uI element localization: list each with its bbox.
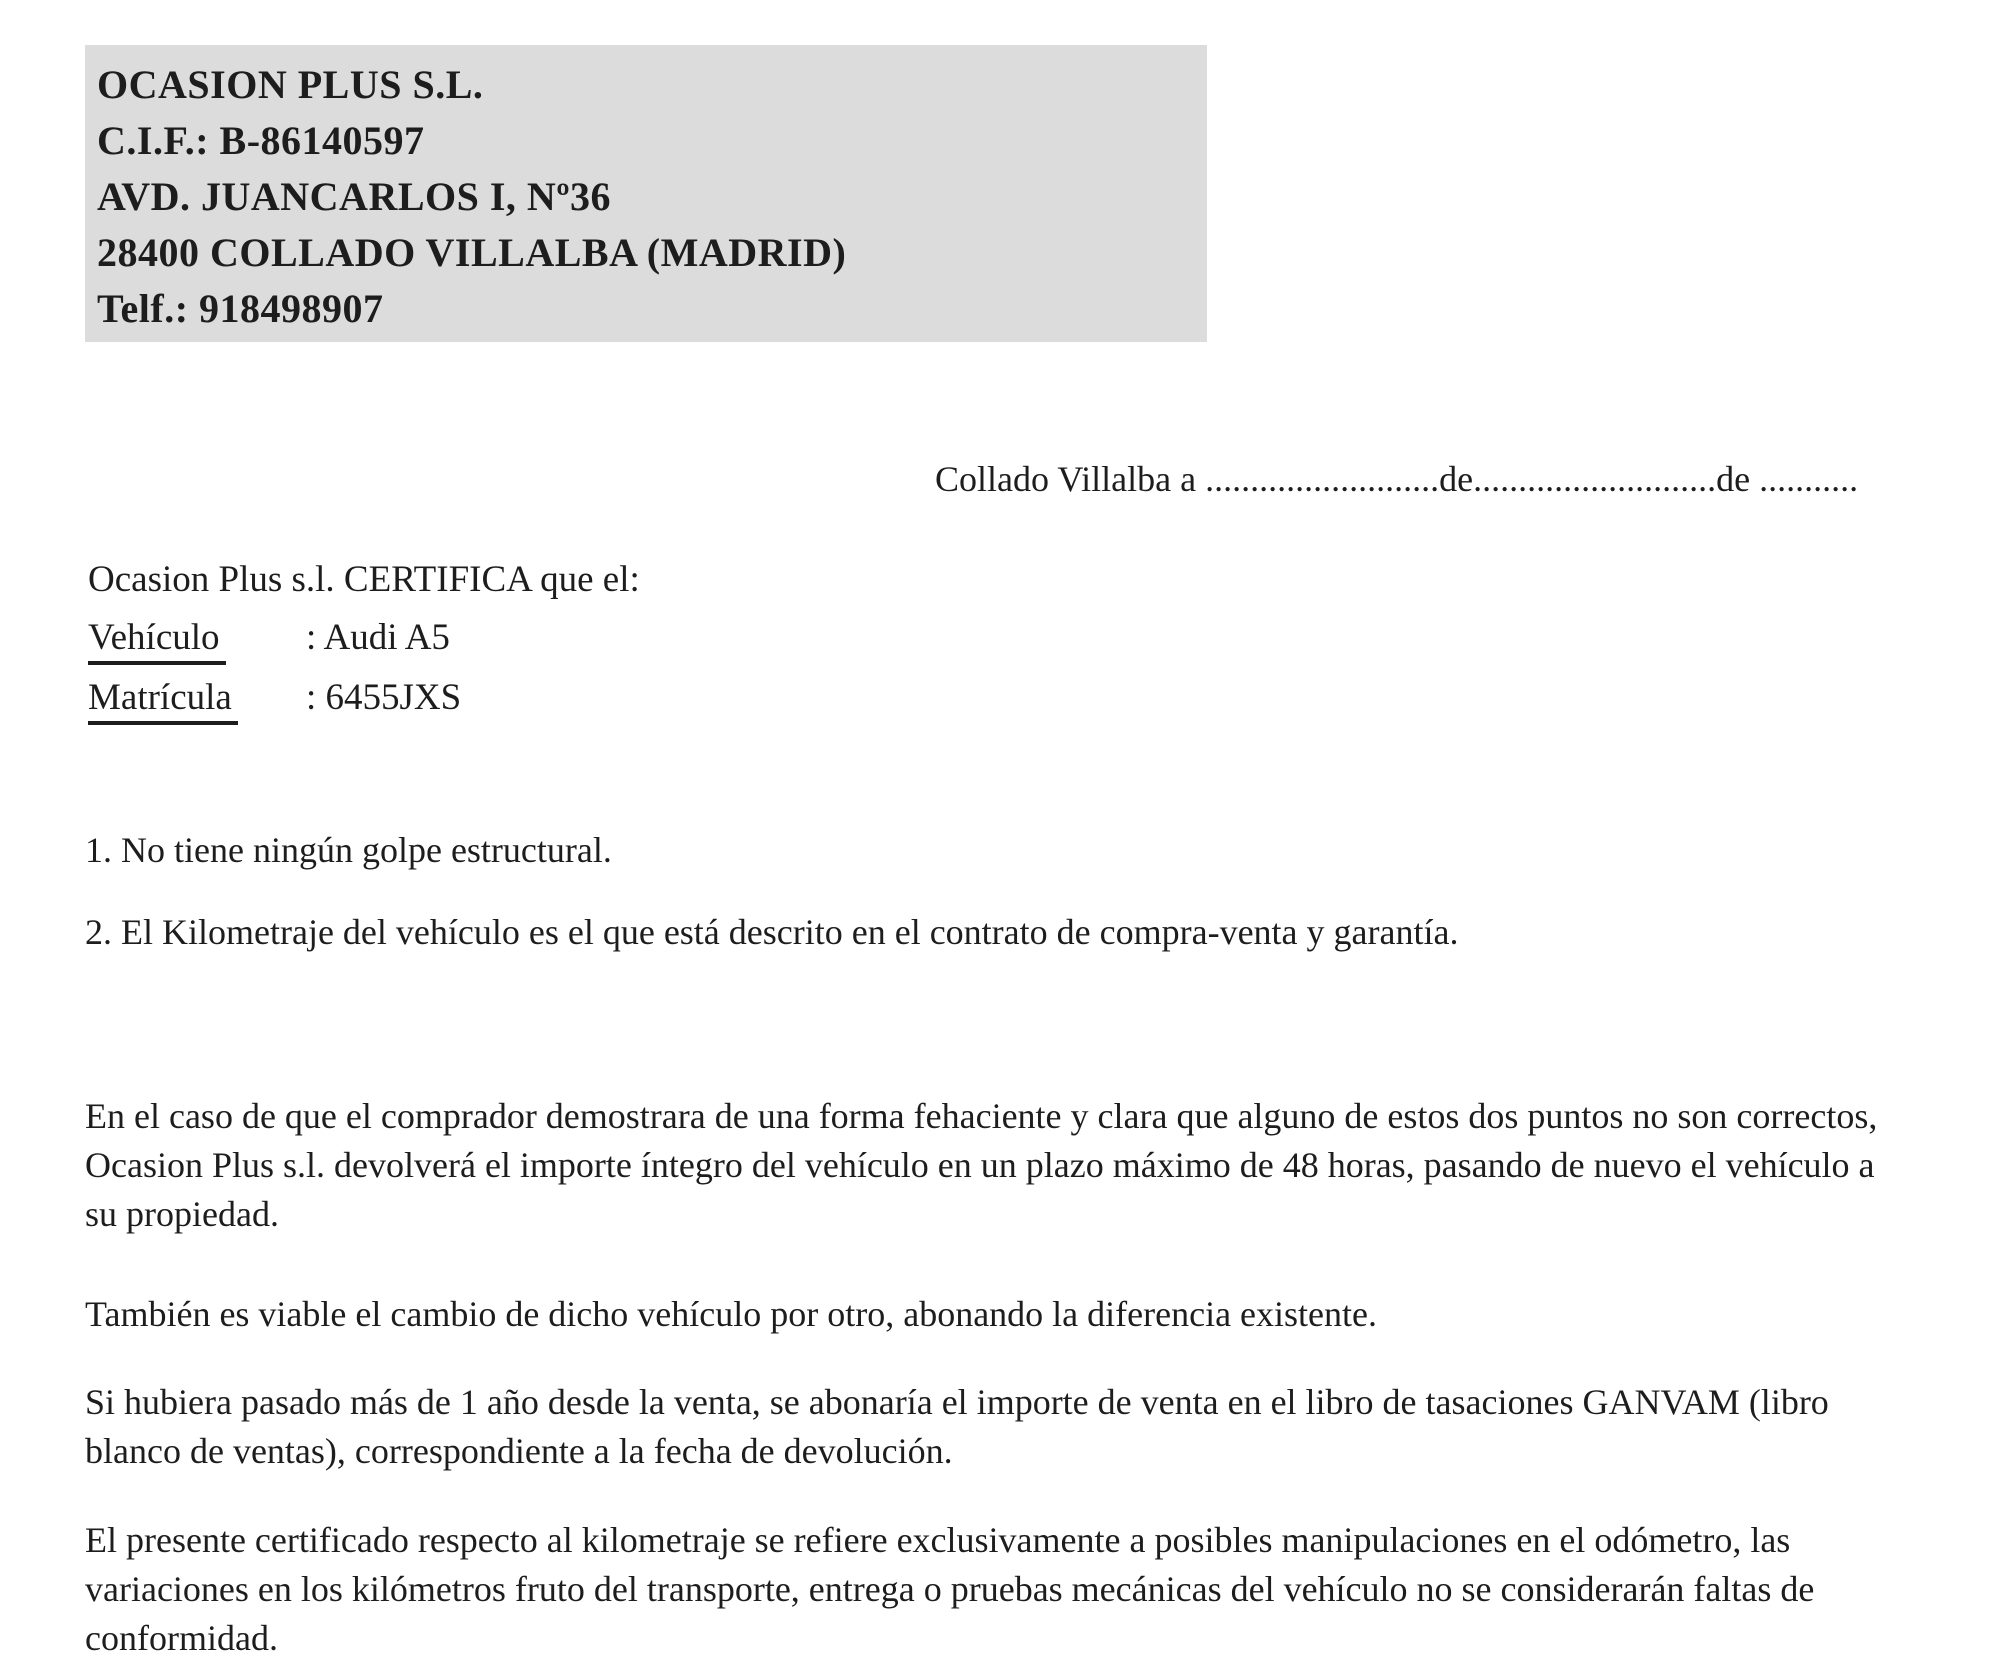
paragraph-refund-policy: En el caso de que el comprador demostrara de una forma fehaciente y clara que alguno de estos dos puntos no son correctos, Ocasion Plus s.l. devolverá el importe íntegro del vehículo en un plazo máximo de 48 horas, pasando de nuevo el vehículo a su propiedad. [85,1096,1878,1234]
plate-value: : 6455JXS [306,677,462,718]
company-city: 28400 COLLADO VILLALBA (MADRID) [97,230,847,275]
paragraph-odometer-disclaimer: El presente certificado respecto al kilometraje se refiere exclusivamente a posibles manipulaciones en el odómetro, las variaciones en los kilómetros fruto del transporte, entrega o pruebas mecánicas del vehículo no se considerarán faltas de conformidad. [85,1520,1815,1658]
company-cif: C.I.F.: B-86140597 [97,118,425,163]
company-phone: Telf.: 918498907 [97,286,384,331]
vehicle-value: : Audi A5 [306,617,450,658]
company-name: OCASION PLUS S.L. [97,62,484,107]
plate-field-row [88,676,461,719]
company-info-box [85,45,1207,342]
paragraph-exchange-option: También es viable el cambio de dicho vehículo por otro, abonando la diferencia existente. [85,1294,1378,1334]
vehicle-label: Vehículo [88,617,226,665]
vehicle-label-cell [88,616,306,659]
plate-label-cell [88,676,306,719]
certification-intro: Ocasion Plus s.l. CERTIFICA que el: [88,559,640,600]
company-address: AVD. JUANCARLOS I, Nº36 [97,174,612,219]
clause-structural-damage: 1. No tiene ningún golpe estructural. [85,830,612,870]
date-place-blank-line: Collado Villalba a ..........................de...........................de ........... [935,459,1859,499]
vehicle-field-row [88,616,450,659]
plate-label: Matrícula [88,677,238,725]
clause-mileage: 2. El Kilometraje del vehículo es el que está descrito en el contrato de compra-venta y garantía. [85,912,1459,952]
paragraph-ganvam-valuation: Si hubiera pasado más de 1 año desde la venta, se abonaría el importe de venta en el libro de tasaciones GANVAM (libro blanco de ventas), correspondiente a la fecha de devolución. [85,1382,1829,1471]
